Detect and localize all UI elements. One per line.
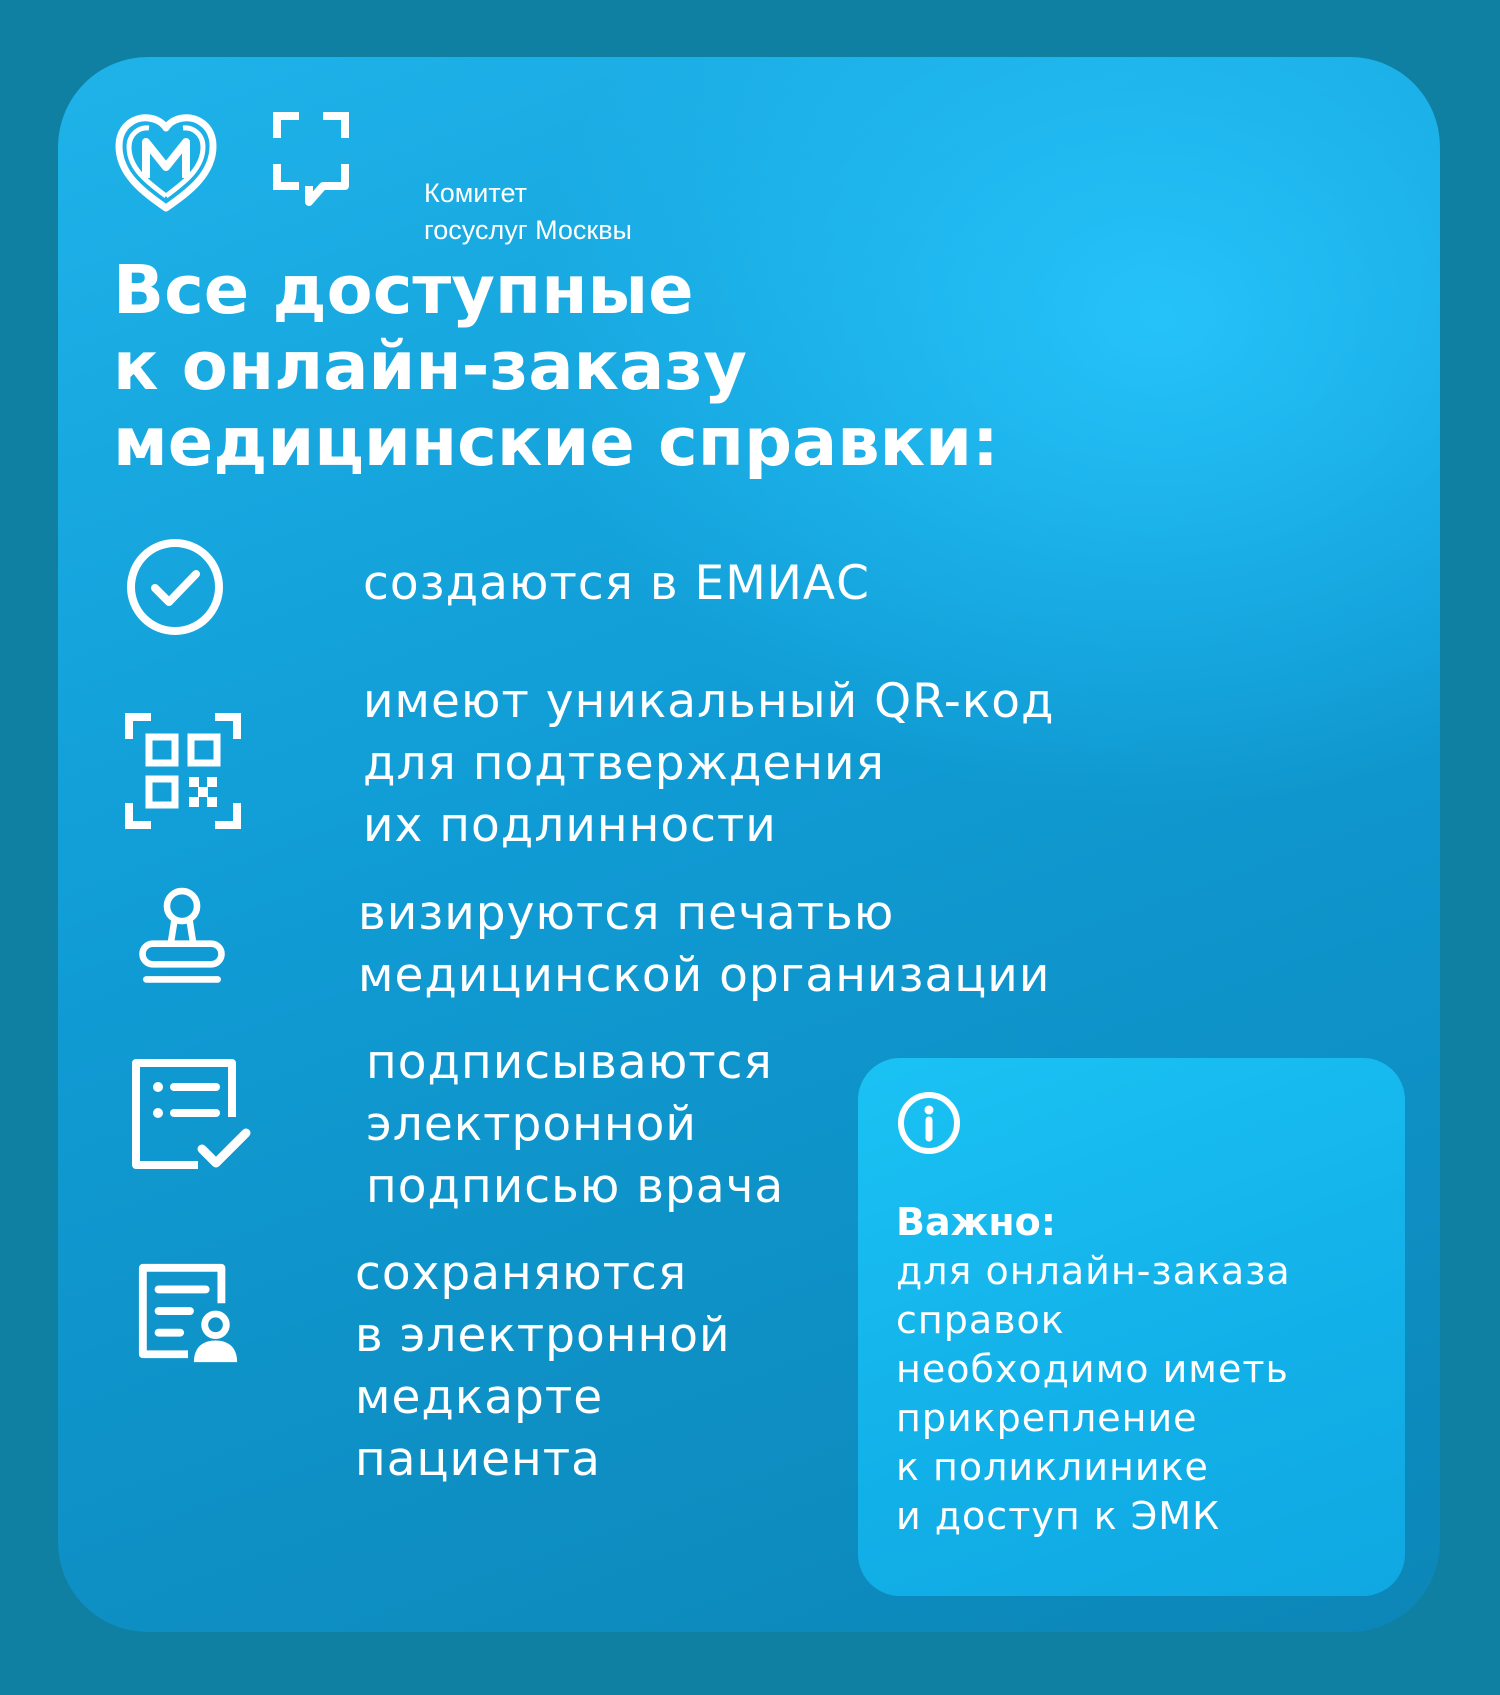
moscow-heart-logo-icon [113,112,219,212]
feature-line: визируются печатью [358,886,895,941]
feature-line: электронной [366,1097,697,1152]
header-logos [113,112,673,245]
feature-text [355,1243,731,1491]
info-card [58,57,1440,1632]
medical-record-icon [135,1260,243,1368]
stamp-icon [135,887,229,991]
note-line: к поликлинике [896,1445,1209,1489]
page-title [113,252,1163,480]
feature-line: медкарте [355,1370,604,1425]
feature-line: создаются в ЕМИАС [363,556,870,611]
feature-line: для подтверждения [363,736,885,791]
title-line2: к онлайн-заказу [113,327,747,405]
note-body [896,1247,1291,1541]
feature-text [366,1032,784,1218]
note-heading: Важно: [896,1200,1056,1244]
note-line: необходимо иметь [896,1347,1289,1391]
info-icon [896,1090,962,1156]
feature-text [358,883,1050,1007]
feature-line: имеют уникальный QR-код [363,674,1055,729]
feature-line: в электронной [355,1308,731,1363]
feature-line: подписываются [366,1035,773,1090]
org-name [424,175,632,249]
check-circle-icon [125,537,225,637]
feature-text [363,553,870,615]
feature-text [363,671,1055,857]
signed-document-icon [128,1055,253,1175]
qr-code-icon [123,711,243,831]
gosuslugi-committee-logo-icon [273,112,349,208]
title-line1: Все доступные [113,251,694,329]
feature-line: сохраняются [355,1246,688,1301]
org-name-line2: госуслуг Москвы [424,215,632,245]
note-line: и доступ к ЭМК [896,1494,1221,1538]
title-line3: медицинские справки: [113,403,999,481]
feature-line: подписью врача [366,1159,785,1214]
important-note [858,1058,1405,1596]
note-line: для онлайн-заказа [896,1249,1291,1293]
feature-line: медицинской организации [358,948,1051,1003]
feature-line: пациента [355,1432,601,1487]
org-name-line1: Комитет [424,178,527,208]
note-line: прикрепление [896,1396,1198,1440]
feature-line: их подлинности [363,798,777,853]
note-line: справок [896,1298,1065,1342]
